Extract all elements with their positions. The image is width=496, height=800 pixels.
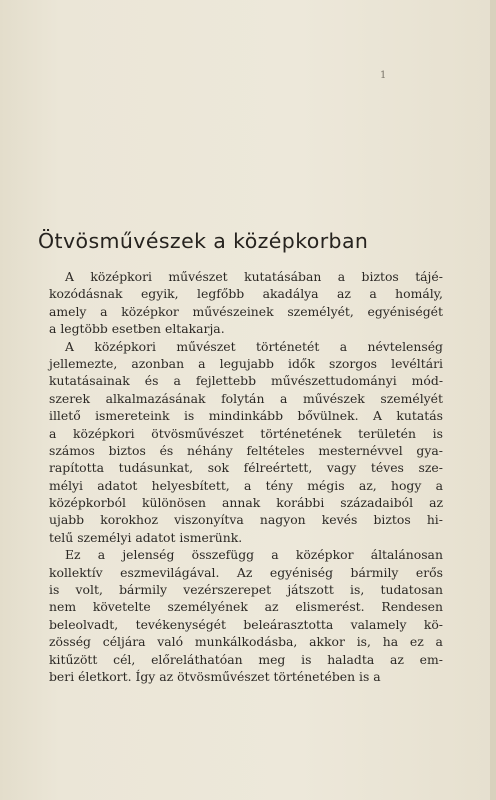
word: biztos bbox=[108, 442, 146, 458]
word: kutatásainak bbox=[49, 373, 130, 389]
word: sze- bbox=[418, 460, 443, 476]
word: való bbox=[157, 634, 184, 650]
word: mégis bbox=[307, 477, 345, 493]
word: homály, bbox=[395, 286, 443, 302]
paragraph bbox=[49, 546, 443, 685]
word: levéltári bbox=[391, 355, 443, 371]
page-edge bbox=[490, 0, 496, 800]
word: mindinkább bbox=[208, 408, 284, 424]
word: tény bbox=[265, 477, 293, 493]
word: művészet bbox=[176, 338, 236, 354]
word: is bbox=[49, 582, 60, 598]
word: ismereteink bbox=[95, 408, 170, 424]
text-line bbox=[49, 407, 443, 424]
word: is, bbox=[356, 634, 371, 650]
word: a bbox=[173, 373, 181, 389]
word: a bbox=[369, 286, 377, 302]
word: jelenség bbox=[122, 547, 175, 563]
text-line bbox=[49, 581, 443, 598]
word: amely bbox=[49, 303, 87, 319]
word: és bbox=[159, 442, 174, 458]
word: bővülnek. bbox=[297, 408, 359, 424]
word: is, bbox=[350, 582, 365, 598]
word: adatot bbox=[97, 477, 138, 493]
word: valamely bbox=[350, 616, 407, 632]
word: játszott bbox=[287, 582, 334, 598]
text-line bbox=[49, 425, 443, 442]
word: is bbox=[432, 425, 443, 441]
word: egyik, bbox=[140, 286, 179, 302]
text-line bbox=[49, 355, 443, 372]
paragraph bbox=[49, 338, 443, 547]
text-line bbox=[49, 442, 443, 459]
word: mesternévvel bbox=[318, 442, 403, 458]
word: művészet bbox=[168, 269, 228, 284]
text-line bbox=[49, 511, 443, 528]
word: nem bbox=[49, 599, 77, 615]
text-line bbox=[49, 598, 443, 615]
word: az bbox=[336, 286, 351, 302]
word: kö- bbox=[423, 616, 443, 632]
word: zösség bbox=[49, 634, 91, 650]
word: A bbox=[65, 269, 74, 284]
text-line: beri életkort. Így az ötvösművészet történetében is a bbox=[49, 668, 381, 684]
word: bármily bbox=[350, 564, 399, 580]
word: területén bbox=[358, 425, 416, 441]
word: a bbox=[271, 547, 279, 563]
word: középkori bbox=[73, 425, 135, 441]
text-line bbox=[49, 477, 443, 494]
word: téves bbox=[370, 460, 404, 476]
word: Az bbox=[236, 564, 253, 580]
word: középkorból bbox=[49, 495, 127, 511]
word: tájé- bbox=[415, 269, 443, 284]
word: követelte bbox=[92, 599, 151, 615]
word: biztos bbox=[373, 512, 411, 528]
word: szorgos bbox=[329, 355, 378, 371]
word: középkor bbox=[295, 547, 354, 563]
word: is bbox=[301, 651, 312, 667]
word: em- bbox=[419, 651, 443, 667]
word: középkori bbox=[94, 338, 156, 354]
word: történetének bbox=[260, 425, 342, 441]
word: művészeinek bbox=[192, 303, 274, 319]
word: korábbi bbox=[276, 495, 325, 511]
word: tevékenységét bbox=[135, 616, 226, 632]
word: haladta bbox=[327, 651, 375, 667]
text-line bbox=[49, 564, 443, 581]
word: biztos bbox=[361, 269, 399, 284]
word: munkálkodásba, bbox=[194, 634, 298, 650]
word: bármily bbox=[119, 582, 168, 598]
word: félreértett, bbox=[243, 460, 313, 476]
word: ujabb bbox=[49, 512, 85, 528]
word: ez bbox=[409, 634, 424, 650]
word: nagyon bbox=[259, 512, 306, 528]
word: az bbox=[264, 599, 279, 615]
word: különösen bbox=[141, 495, 207, 511]
word: illető bbox=[49, 408, 81, 424]
word: sok bbox=[207, 460, 230, 476]
word: beleárasztotta bbox=[243, 616, 334, 632]
text-line bbox=[49, 459, 443, 476]
word: századaiból bbox=[340, 495, 414, 511]
word: kutatás bbox=[396, 408, 443, 424]
word: kutatásában bbox=[244, 269, 322, 284]
word: személyét, bbox=[287, 303, 354, 319]
word: idők bbox=[288, 355, 315, 371]
word: az bbox=[389, 651, 404, 667]
word: hogy bbox=[390, 477, 422, 493]
word: a bbox=[100, 303, 108, 319]
word: meg bbox=[258, 651, 286, 667]
text-line bbox=[49, 303, 443, 320]
word: hi- bbox=[426, 512, 443, 528]
text-line bbox=[49, 338, 443, 355]
word: akadálya bbox=[262, 286, 319, 302]
word: korokhoz bbox=[100, 512, 159, 528]
word: cél, bbox=[113, 651, 136, 667]
text-line: telű személyi adatot ismerünk. bbox=[49, 529, 243, 545]
word: elismerést. bbox=[295, 599, 365, 615]
word: alkalmazásának bbox=[105, 390, 206, 406]
word: egyéniségét bbox=[367, 303, 443, 319]
text-line bbox=[49, 546, 443, 563]
word: előreláthatóan bbox=[151, 651, 243, 667]
word: akkor bbox=[309, 634, 345, 650]
word: az bbox=[429, 495, 443, 511]
word: helyesbített, bbox=[151, 477, 230, 493]
word: Ez bbox=[65, 547, 81, 563]
chapter-title: Ötvösművészek a középkorban bbox=[38, 229, 369, 253]
word: beleolvadt, bbox=[49, 616, 119, 632]
word: művészettudományi bbox=[271, 373, 397, 389]
word: személyének bbox=[167, 599, 248, 615]
word: tudatosan bbox=[380, 582, 443, 598]
text-line bbox=[49, 616, 443, 633]
word: vagy bbox=[326, 460, 357, 476]
word: vezérszerepet bbox=[183, 582, 272, 598]
word: a bbox=[280, 390, 288, 406]
word: a bbox=[97, 547, 106, 563]
text-line bbox=[49, 268, 443, 285]
text-line bbox=[49, 372, 443, 389]
word: folytán bbox=[221, 390, 265, 406]
text-line: a legtöbb esetben eltakarja. bbox=[49, 321, 225, 337]
word: névtelenség bbox=[367, 338, 443, 354]
word: céljára bbox=[102, 634, 146, 650]
word: ha bbox=[382, 634, 399, 650]
word: középkori bbox=[90, 269, 152, 284]
corner-mark: 1 bbox=[380, 70, 387, 81]
word: gya- bbox=[416, 442, 443, 458]
paragraph bbox=[49, 268, 443, 338]
word: kollektív bbox=[49, 564, 103, 580]
word: ötvösművészet bbox=[151, 425, 244, 441]
word: feltételes bbox=[246, 442, 305, 458]
word: a bbox=[339, 338, 348, 354]
word: azonban bbox=[131, 355, 185, 371]
text-line bbox=[49, 285, 443, 302]
word: mélyi bbox=[49, 477, 84, 493]
word: mód- bbox=[411, 373, 443, 389]
word: szerek bbox=[49, 390, 90, 406]
word: Rendesen bbox=[381, 599, 443, 615]
word: a bbox=[337, 269, 346, 284]
word: az, bbox=[358, 477, 377, 493]
text-line bbox=[49, 633, 443, 650]
word: A bbox=[372, 408, 382, 424]
word: is bbox=[183, 408, 195, 424]
word: a bbox=[435, 634, 443, 650]
word: viszonyítva bbox=[174, 512, 244, 528]
word: a bbox=[244, 477, 252, 493]
text-line bbox=[49, 651, 443, 668]
text-line bbox=[49, 494, 443, 511]
word: annak bbox=[221, 495, 261, 511]
word: a bbox=[49, 425, 57, 441]
word: és bbox=[144, 373, 159, 389]
word: tudásunkat, bbox=[118, 460, 194, 476]
word: fejlettebb bbox=[195, 373, 257, 389]
word: eszmevilágával. bbox=[120, 564, 220, 580]
word: középkor bbox=[121, 303, 179, 319]
word: legfőbb bbox=[197, 286, 245, 302]
word: művészek bbox=[303, 390, 365, 406]
word: erős bbox=[415, 564, 443, 580]
word: egyéniség bbox=[269, 564, 334, 580]
word: összefügg bbox=[191, 547, 255, 563]
word: a bbox=[198, 355, 206, 371]
word: történetét bbox=[256, 338, 320, 354]
word: általánosan bbox=[370, 547, 443, 563]
word: A bbox=[65, 338, 74, 354]
word: volt, bbox=[75, 582, 103, 598]
word: személyét bbox=[380, 390, 443, 406]
word: számos bbox=[49, 442, 95, 458]
word: néhány bbox=[187, 442, 233, 458]
word: kitűzött bbox=[49, 651, 98, 667]
body-text bbox=[49, 268, 443, 685]
word: kevés bbox=[321, 512, 358, 528]
word: a bbox=[435, 477, 443, 493]
text-line bbox=[49, 390, 443, 407]
word: legujabb bbox=[219, 355, 274, 371]
word: rapította bbox=[49, 460, 104, 476]
word: jellemezte, bbox=[49, 355, 118, 371]
word: kozódásnak bbox=[49, 286, 123, 302]
